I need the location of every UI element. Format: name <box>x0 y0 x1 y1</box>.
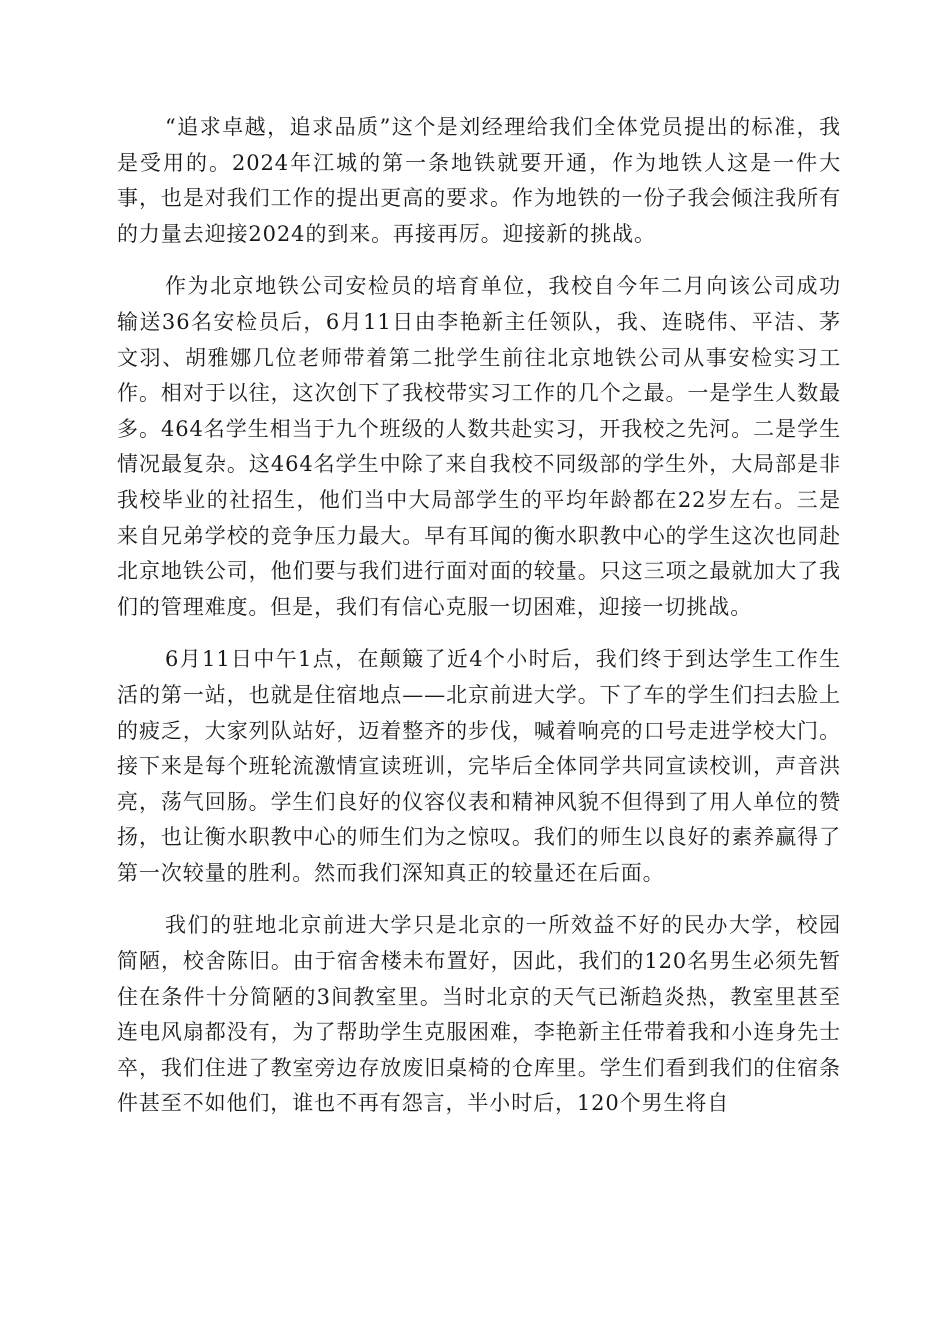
document-page <box>117 110 841 1139</box>
paragraph-3: 6月11日中午1点，在颠簸了近4个小时后，我们终于到达学生工作生活的第一站，也就是住宿地点——北京前进大学。下了车的学生们扫去脸上的疲乏，大家列队站好，迈着整齐的步伐，喊着响亮的口号走进学校大门。接下来是每个班轮流激情宣读班训，完毕后全体同学共同宣读校训，声音洪亮，荡气回肠。学生们良好的仪容仪表和精神风貌不但得到了用人单位的赞扬，也让衡水职教中心的师生们为之惊叹。我们的师生以良好的素养赢得了第一次较量的胜利。然而我们深知真正的较量还在后面。 <box>117 647 841 885</box>
paragraph-1: “追求卓越，追求品质”这个是刘经理给我们全体党员提出的标准，我是受用的。2024年江城的第一条地铁就要开通，作为地铁人这是一件大事，也是对我们工作的提出更高的要求。作为地铁的一份子我会倾注我所有的力量去迎接2024的到来。再接再厉。迎接新的挑战。 <box>117 115 841 246</box>
paragraph-4: 我们的驻地北京前进大学只是北京的一所效益不好的民办大学，校园简陋，校舍陈旧。由于宿舍楼未布置好，因此，我们的120名男生必须先暂住在条件十分简陋的3间教室里。当时北京的天气已渐趋炎热，教室里甚至连电风扇都没有，为了帮助学生克服困难，李艳新主任带着我和小连身先士卒，我们住进了教室旁边存放废旧桌椅的仓库里。学生们看到我们的住宿条件甚至不如他们，谁也不再有怨言，半小时后，120个男生将自 <box>117 913 841 1116</box>
paragraph-2: 作为北京地铁公司安检员的培育单位，我校自今年二月向该公司成功输送36名安检员后，6月11日由李艳新主任领队，我、连晓伟、平洁、茅文羽、胡雅娜几位老师带着第二批学生前往北京地铁公司从事安检实习工作。相对于以往，这次创下了我校带实习工作的几个之最。一是学生人数最多。464名学生相当于九个班级的人数共赴实习，开我校之先河。二是学生情况最复杂。这464名学生中除了来自我校不同级部的学生外，大局部是非我校毕业的社招生，他们当中大局部学生的平均年龄都在22岁左右。三是来自兄弟学校的竞争压力最大。早有耳闻的衡水职教中心的学生这次也同赴北京地铁公司，他们要与我们进行面对面的较量。只这三项之最就加大了我们的管理难度。但是，我们有信心克服一切困难，迎接一切挑战。 <box>117 274 841 619</box>
